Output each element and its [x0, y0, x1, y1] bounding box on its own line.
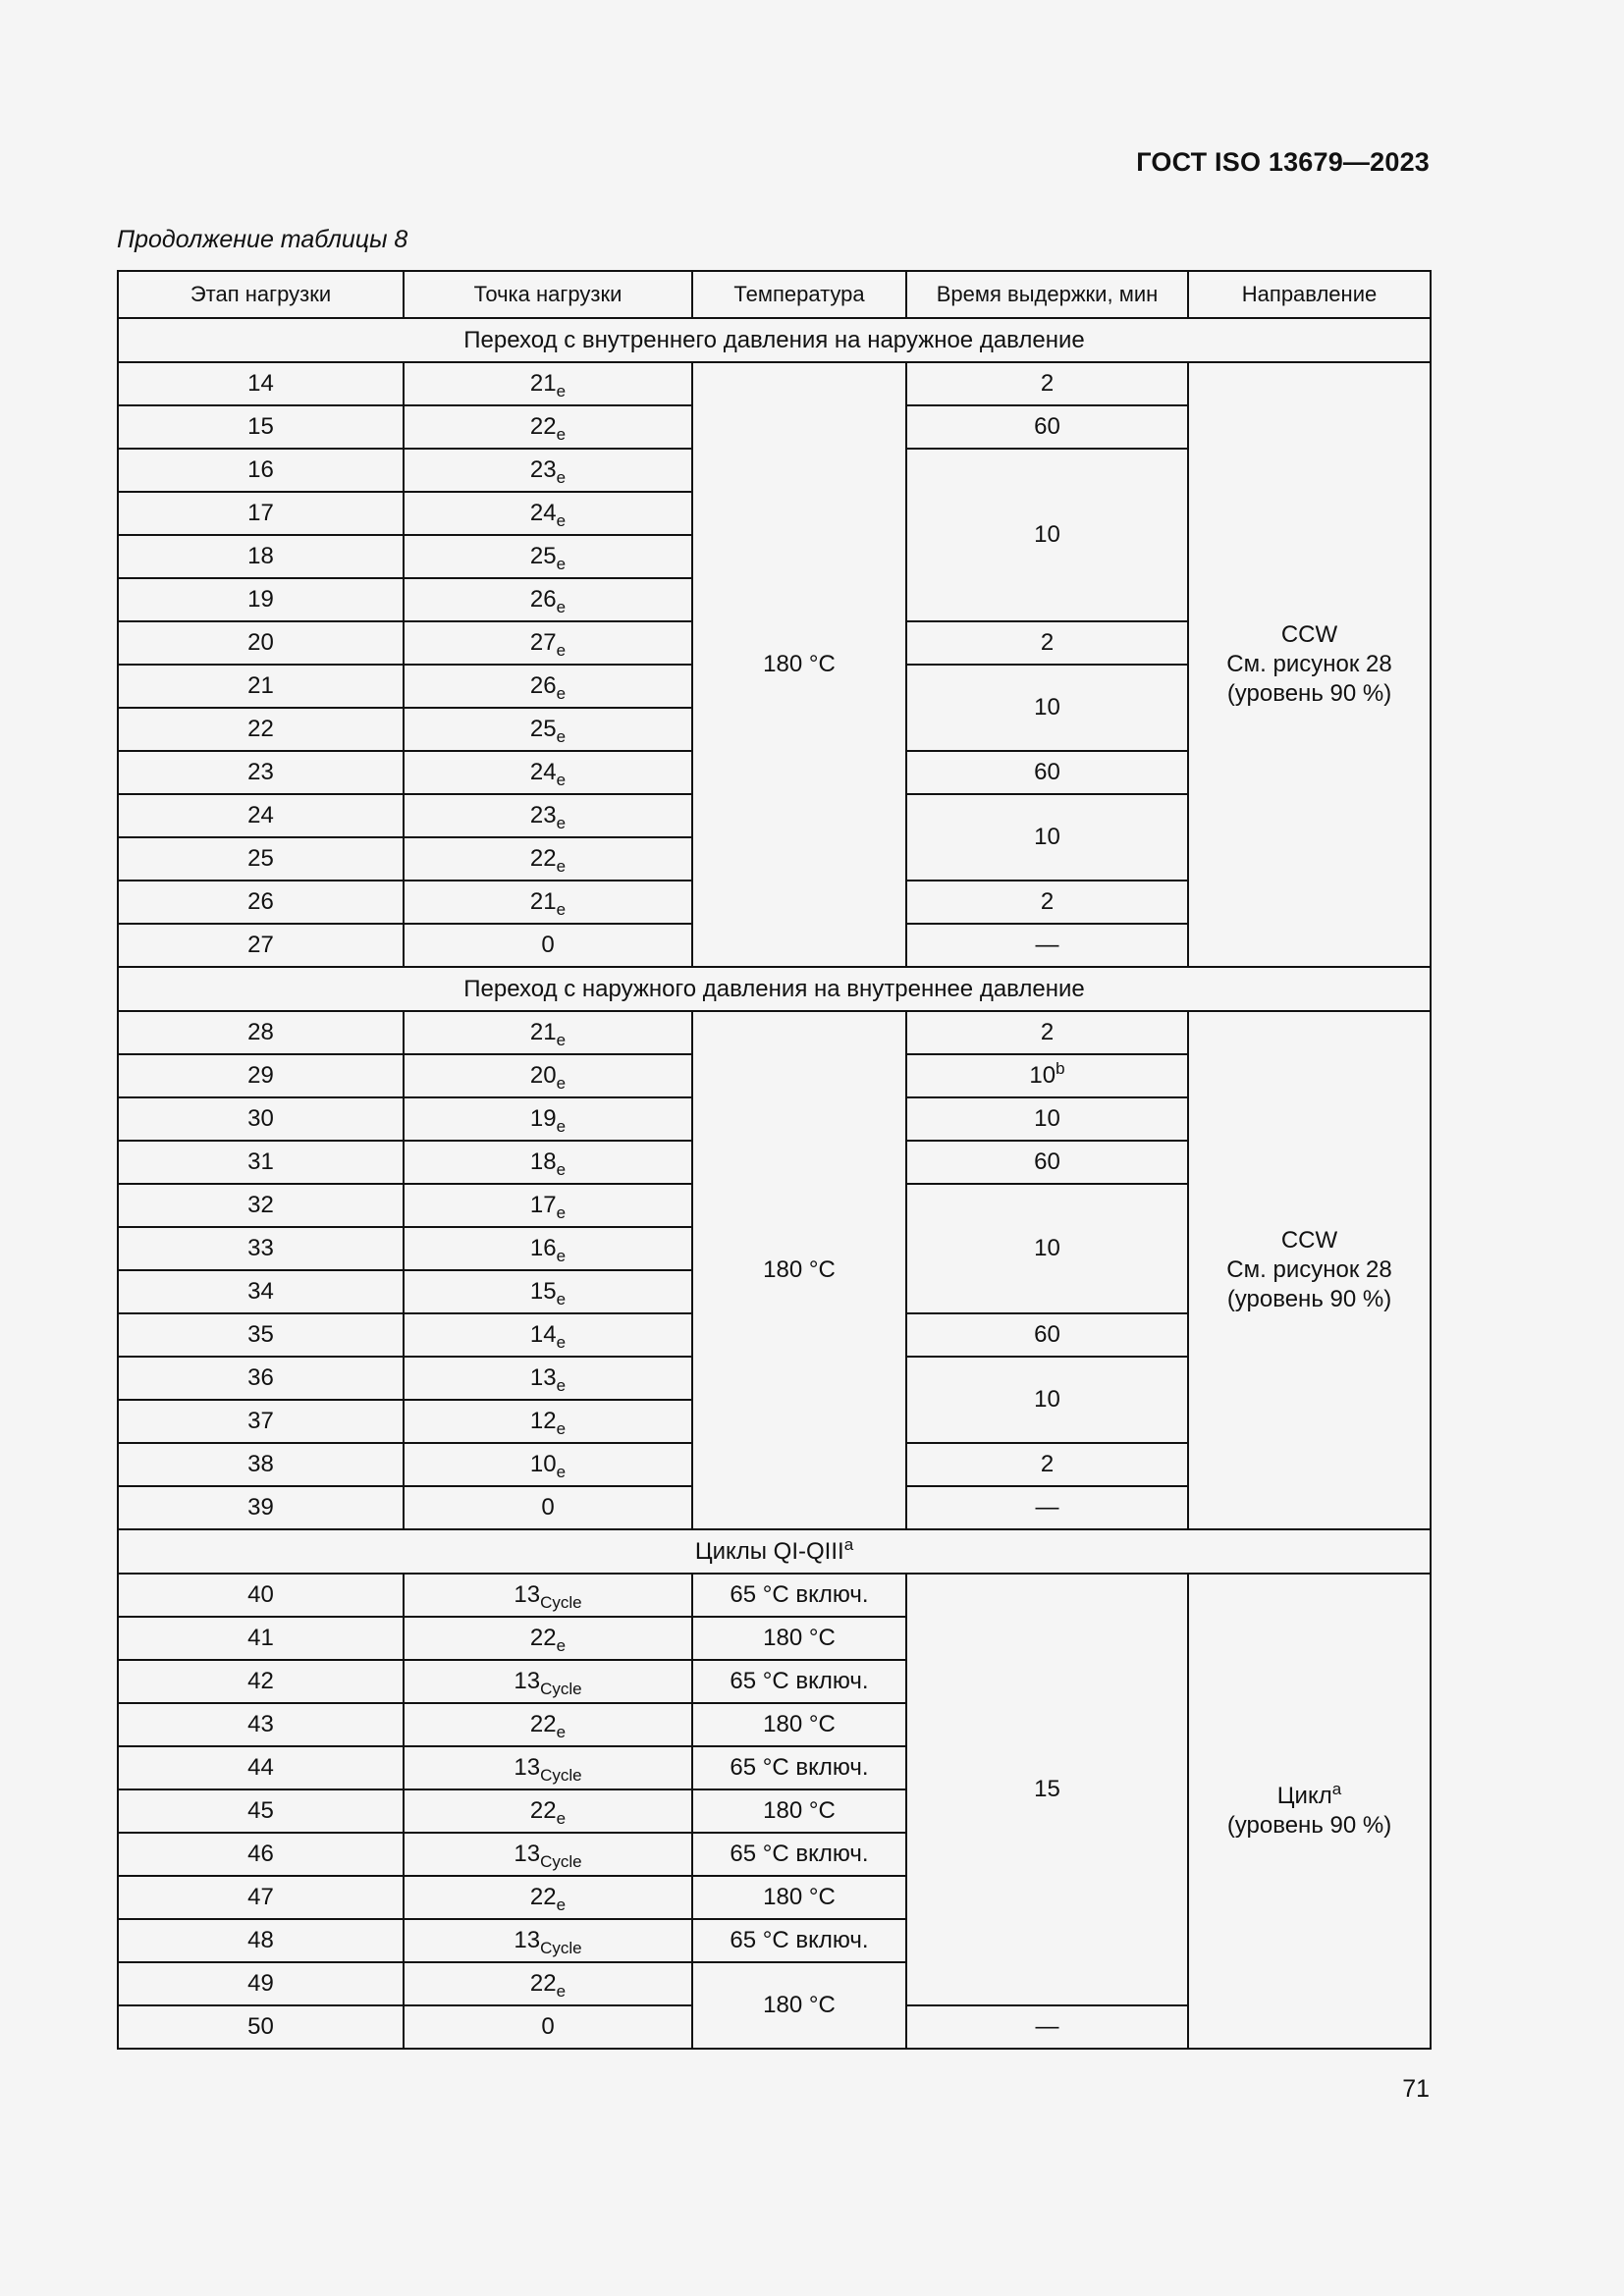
hold-time-cell [906, 1486, 1188, 1529]
direction-line [1189, 1285, 1430, 1314]
column-header-point: Точка нагрузки [404, 271, 692, 318]
point-value: 23 [529, 456, 557, 483]
point-subscript: e [556, 684, 567, 703]
stage-cell: 21 [118, 665, 404, 708]
point-value: 13 [529, 1364, 557, 1391]
hold-time-value: 10 [1034, 1235, 1060, 1261]
point-value: 22 [529, 1711, 557, 1737]
point-subscript: e [556, 425, 567, 444]
stage-cell: 50 [118, 2005, 404, 2049]
temperature-cell: 180 °C [692, 1617, 906, 1660]
stage-cell: 39 [118, 1486, 404, 1529]
point-value: 0 [541, 2013, 555, 2040]
point-subscript: e [556, 1982, 567, 2001]
section-title-text: Переход с наружного давления на внутреннее давление [463, 975, 1085, 1002]
direction-text: (уровень 90 %) [1226, 1812, 1392, 1839]
stage-cell: 17 [118, 492, 404, 535]
table-body [118, 318, 1431, 2049]
hold-time-value: 10 [1034, 1386, 1060, 1413]
point-cell [404, 1270, 692, 1313]
hold-time-cell [906, 2005, 1188, 2049]
stage-cell: 45 [118, 1789, 404, 1833]
point-cell [404, 1833, 692, 1876]
footnote-marker: a [1331, 1780, 1342, 1798]
point-cell [404, 1962, 692, 2005]
hold-time-cell [906, 449, 1188, 621]
stage-cell: 19 [118, 578, 404, 621]
point-value: 22 [529, 1970, 557, 1997]
table-row [118, 1574, 1431, 1617]
hold-time-cell [906, 1054, 1188, 1097]
column-header-hold-time: Время выдержки, мин [906, 271, 1188, 318]
point-value: 10 [529, 1451, 557, 1477]
point-subscript: e [556, 1160, 567, 1179]
stage-cell: 42 [118, 1660, 404, 1703]
stage-cell: 31 [118, 1141, 404, 1184]
point-cell [404, 1574, 692, 1617]
point-subscript: e [556, 1290, 567, 1308]
point-subscript: e [556, 382, 567, 400]
column-header-stage: Этап нагрузки [118, 271, 404, 318]
stage-cell: 34 [118, 1270, 404, 1313]
hold-time-value: 10 [1034, 824, 1060, 850]
hold-time-value: 2 [1040, 629, 1055, 656]
hold-time-value: 15 [1034, 1776, 1060, 1802]
temperature-cell: 180 °C [692, 1962, 906, 2049]
point-value: 13 [514, 1668, 541, 1694]
document-header: ГОСТ ISO 13679—2023 [1136, 147, 1430, 177]
point-cell [404, 621, 692, 665]
stage-cell: 27 [118, 924, 404, 967]
stage-cell: 24 [118, 794, 404, 837]
point-value: 20 [529, 1062, 557, 1089]
point-subscript: e [556, 1376, 567, 1395]
section-title [118, 967, 1431, 1011]
hold-time-value: 10 [1034, 694, 1060, 721]
direction-line [1189, 1782, 1430, 1811]
stage-cell: 29 [118, 1054, 404, 1097]
point-cell [404, 1443, 692, 1486]
point-value: 0 [541, 932, 555, 958]
direction-line [1189, 620, 1430, 650]
stage-cell: 23 [118, 751, 404, 794]
point-cell [404, 535, 692, 578]
section-row [118, 1529, 1431, 1574]
point-subscript: Cycle [540, 1680, 582, 1698]
hold-time-cell [906, 621, 1188, 665]
point-cell [404, 1660, 692, 1703]
stage-cell: 46 [118, 1833, 404, 1876]
column-header-temperature: Температура [692, 271, 906, 318]
point-subscript: e [556, 1031, 567, 1049]
point-value: 17 [529, 1192, 557, 1218]
point-subscript: e [556, 1419, 567, 1438]
point-value: 13 [514, 1581, 541, 1608]
temperature-cell: 65 °C включ. [692, 1833, 906, 1876]
stage-cell: 25 [118, 837, 404, 881]
point-subscript: e [556, 1809, 567, 1828]
table-caption: Продолжение таблицы 8 [117, 226, 408, 253]
point-value: 22 [529, 1625, 557, 1651]
point-cell [404, 405, 692, 449]
stage-cell: 48 [118, 1919, 404, 1962]
point-cell [404, 1054, 692, 1097]
point-cell [404, 924, 692, 967]
point-value: 22 [529, 845, 557, 872]
point-value: 15 [529, 1278, 557, 1305]
point-cell [404, 492, 692, 535]
temperature-cell: 180 °C [692, 362, 906, 967]
point-cell [404, 1141, 692, 1184]
point-value: 13 [514, 1841, 541, 1867]
point-value: 25 [529, 716, 557, 742]
hold-time-value: 10 [1034, 521, 1060, 548]
point-subscript: e [556, 1723, 567, 1741]
hold-time-cell [906, 1574, 1188, 2005]
hold-time-value: 60 [1034, 413, 1060, 440]
point-value: 13 [514, 1754, 541, 1781]
hold-time-cell [906, 1357, 1188, 1443]
point-subscript: e [556, 1203, 567, 1222]
direction-text: (уровень 90 %) [1226, 1286, 1392, 1312]
stage-cell: 47 [118, 1876, 404, 1919]
point-subscript: e [556, 857, 567, 876]
hold-time-cell [906, 1313, 1188, 1357]
stage-cell: 43 [118, 1703, 404, 1746]
section-title [118, 1529, 1431, 1574]
hold-time-cell [906, 362, 1188, 405]
hold-time-value: 60 [1034, 759, 1060, 785]
point-value: 13 [514, 1927, 541, 1953]
hold-time-cell [906, 665, 1188, 751]
hold-time-value: — [1035, 1494, 1059, 1521]
hold-time-value: 10 [1029, 1062, 1056, 1089]
point-subscript: e [556, 1333, 567, 1352]
stage-cell: 44 [118, 1746, 404, 1789]
stage-cell: 35 [118, 1313, 404, 1357]
hold-time-value: 2 [1040, 370, 1055, 397]
hold-time-cell [906, 924, 1188, 967]
point-value: 12 [529, 1408, 557, 1434]
temperature-cell: 65 °C включ. [692, 1660, 906, 1703]
stage-cell: 26 [118, 881, 404, 924]
table-row [118, 1011, 1431, 1054]
point-cell [404, 1400, 692, 1443]
point-cell [404, 1919, 692, 1962]
temperature-cell: 180 °C [692, 1876, 906, 1919]
hold-time-cell [906, 751, 1188, 794]
point-subscript: e [556, 1896, 567, 1914]
stage-cell: 40 [118, 1574, 404, 1617]
point-cell [404, 1313, 692, 1357]
hold-time-cell [906, 405, 1188, 449]
point-subscript: e [556, 900, 567, 919]
hold-time-value: 2 [1040, 888, 1055, 915]
point-subscript: Cycle [540, 1852, 582, 1871]
point-value: 26 [529, 672, 557, 699]
section-row [118, 318, 1431, 362]
point-value: 22 [529, 1797, 557, 1824]
point-value: 22 [529, 413, 557, 440]
point-cell [404, 794, 692, 837]
page-number: 71 [1402, 2075, 1430, 2103]
stage-cell: 22 [118, 708, 404, 751]
table-row [118, 362, 1431, 405]
direction-line [1189, 679, 1430, 709]
stage-cell: 18 [118, 535, 404, 578]
point-cell [404, 1097, 692, 1141]
direction-cell [1188, 362, 1431, 967]
section-title [118, 318, 1431, 362]
point-cell [404, 1486, 692, 1529]
hold-time-cell [906, 1443, 1188, 1486]
stage-cell: 41 [118, 1617, 404, 1660]
stage-cell: 16 [118, 449, 404, 492]
temperature-cell: 65 °C включ. [692, 1574, 906, 1617]
direction-line [1189, 1811, 1430, 1841]
point-subscript: e [556, 814, 567, 832]
point-subscript: e [556, 1463, 567, 1481]
hold-time-value: — [1035, 932, 1059, 958]
section-title-text: Переход с внутреннего давления на наружное давление [463, 326, 1085, 353]
hold-time-value: — [1035, 2013, 1059, 2040]
point-cell [404, 449, 692, 492]
hold-time-value: 2 [1040, 1019, 1055, 1045]
direction-line [1189, 650, 1430, 679]
hold-time-value: 10 [1034, 1105, 1060, 1132]
point-subscript: e [556, 641, 567, 660]
point-cell [404, 1789, 692, 1833]
point-cell [404, 362, 692, 405]
point-subscript: e [556, 727, 567, 746]
direction-text: См. рисунок 28 [1226, 651, 1392, 677]
hold-time-cell [906, 1011, 1188, 1054]
load-stages-table [117, 270, 1432, 2050]
direction-cell [1188, 1574, 1431, 2049]
point-subscript: e [556, 1247, 567, 1265]
temperature-cell: 180 °C [692, 1789, 906, 1833]
column-header-direction: Направление [1188, 271, 1431, 318]
point-value: 26 [529, 586, 557, 613]
point-cell [404, 2005, 692, 2049]
stage-cell: 36 [118, 1357, 404, 1400]
point-cell [404, 1357, 692, 1400]
point-subscript: e [556, 771, 567, 789]
stage-cell: 38 [118, 1443, 404, 1486]
direction-text: CCW [1280, 1227, 1338, 1254]
point-subscript: Cycle [540, 1593, 582, 1612]
point-value: 24 [529, 759, 557, 785]
point-value: 21 [529, 888, 557, 915]
hold-time-value: 60 [1034, 1148, 1060, 1175]
temperature-cell: 65 °C включ. [692, 1919, 906, 1962]
point-value: 25 [529, 543, 557, 569]
point-cell [404, 1746, 692, 1789]
stage-cell: 28 [118, 1011, 404, 1054]
point-value: 18 [529, 1148, 557, 1175]
point-subscript: Cycle [540, 1939, 582, 1957]
section-row [118, 967, 1431, 1011]
point-cell [404, 578, 692, 621]
point-value: 14 [529, 1321, 557, 1348]
point-cell [404, 665, 692, 708]
hold-time-value: 2 [1040, 1451, 1055, 1477]
stage-cell: 33 [118, 1227, 404, 1270]
direction-cell [1188, 1011, 1431, 1529]
header-row [118, 271, 1431, 318]
footnote-marker: b [1056, 1059, 1065, 1078]
hold-time-cell [906, 1184, 1188, 1313]
point-value: 23 [529, 802, 557, 828]
point-cell [404, 1011, 692, 1054]
stage-cell: 30 [118, 1097, 404, 1141]
point-cell [404, 708, 692, 751]
point-subscript: e [556, 555, 567, 573]
point-subscript: e [556, 511, 567, 530]
point-cell [404, 1703, 692, 1746]
point-cell [404, 1617, 692, 1660]
point-cell [404, 837, 692, 881]
stage-cell: 37 [118, 1400, 404, 1443]
hold-time-cell [906, 881, 1188, 924]
temperature-cell: 180 °C [692, 1011, 906, 1529]
point-value: 22 [529, 1884, 557, 1910]
point-value: 27 [529, 629, 557, 656]
point-subscript: e [556, 468, 567, 487]
point-subscript: Cycle [540, 1766, 582, 1785]
point-cell [404, 1876, 692, 1919]
temperature-cell: 65 °C включ. [692, 1746, 906, 1789]
point-cell [404, 1184, 692, 1227]
point-subscript: e [556, 1117, 567, 1136]
point-subscript: e [556, 1636, 567, 1655]
point-value: 21 [529, 1019, 557, 1045]
hold-time-cell [906, 794, 1188, 881]
point-value: 0 [541, 1494, 555, 1521]
direction-text: См. рисунок 28 [1226, 1256, 1392, 1283]
point-cell [404, 1227, 692, 1270]
footnote-marker: a [843, 1534, 854, 1554]
direction-text: Цикл [1276, 1783, 1332, 1809]
point-cell [404, 751, 692, 794]
point-subscript: e [556, 1074, 567, 1093]
stage-cell: 15 [118, 405, 404, 449]
stage-cell: 20 [118, 621, 404, 665]
direction-text: CCW [1280, 621, 1338, 648]
point-value: 19 [529, 1105, 557, 1132]
stage-cell: 14 [118, 362, 404, 405]
temperature-cell: 180 °C [692, 1703, 906, 1746]
table-container [117, 270, 1430, 2050]
section-title-text: Циклы QI-QIII [694, 1537, 844, 1565]
stage-cell: 49 [118, 1962, 404, 2005]
point-value: 16 [529, 1235, 557, 1261]
hold-time-cell [906, 1097, 1188, 1141]
point-cell [404, 881, 692, 924]
direction-text: (уровень 90 %) [1226, 680, 1392, 707]
stage-cell: 32 [118, 1184, 404, 1227]
point-subscript: e [556, 598, 567, 616]
point-value: 21 [529, 370, 557, 397]
hold-time-cell [906, 1141, 1188, 1184]
direction-line [1189, 1255, 1430, 1285]
hold-time-value: 60 [1034, 1321, 1060, 1348]
point-value: 24 [529, 500, 557, 526]
direction-line [1189, 1226, 1430, 1255]
